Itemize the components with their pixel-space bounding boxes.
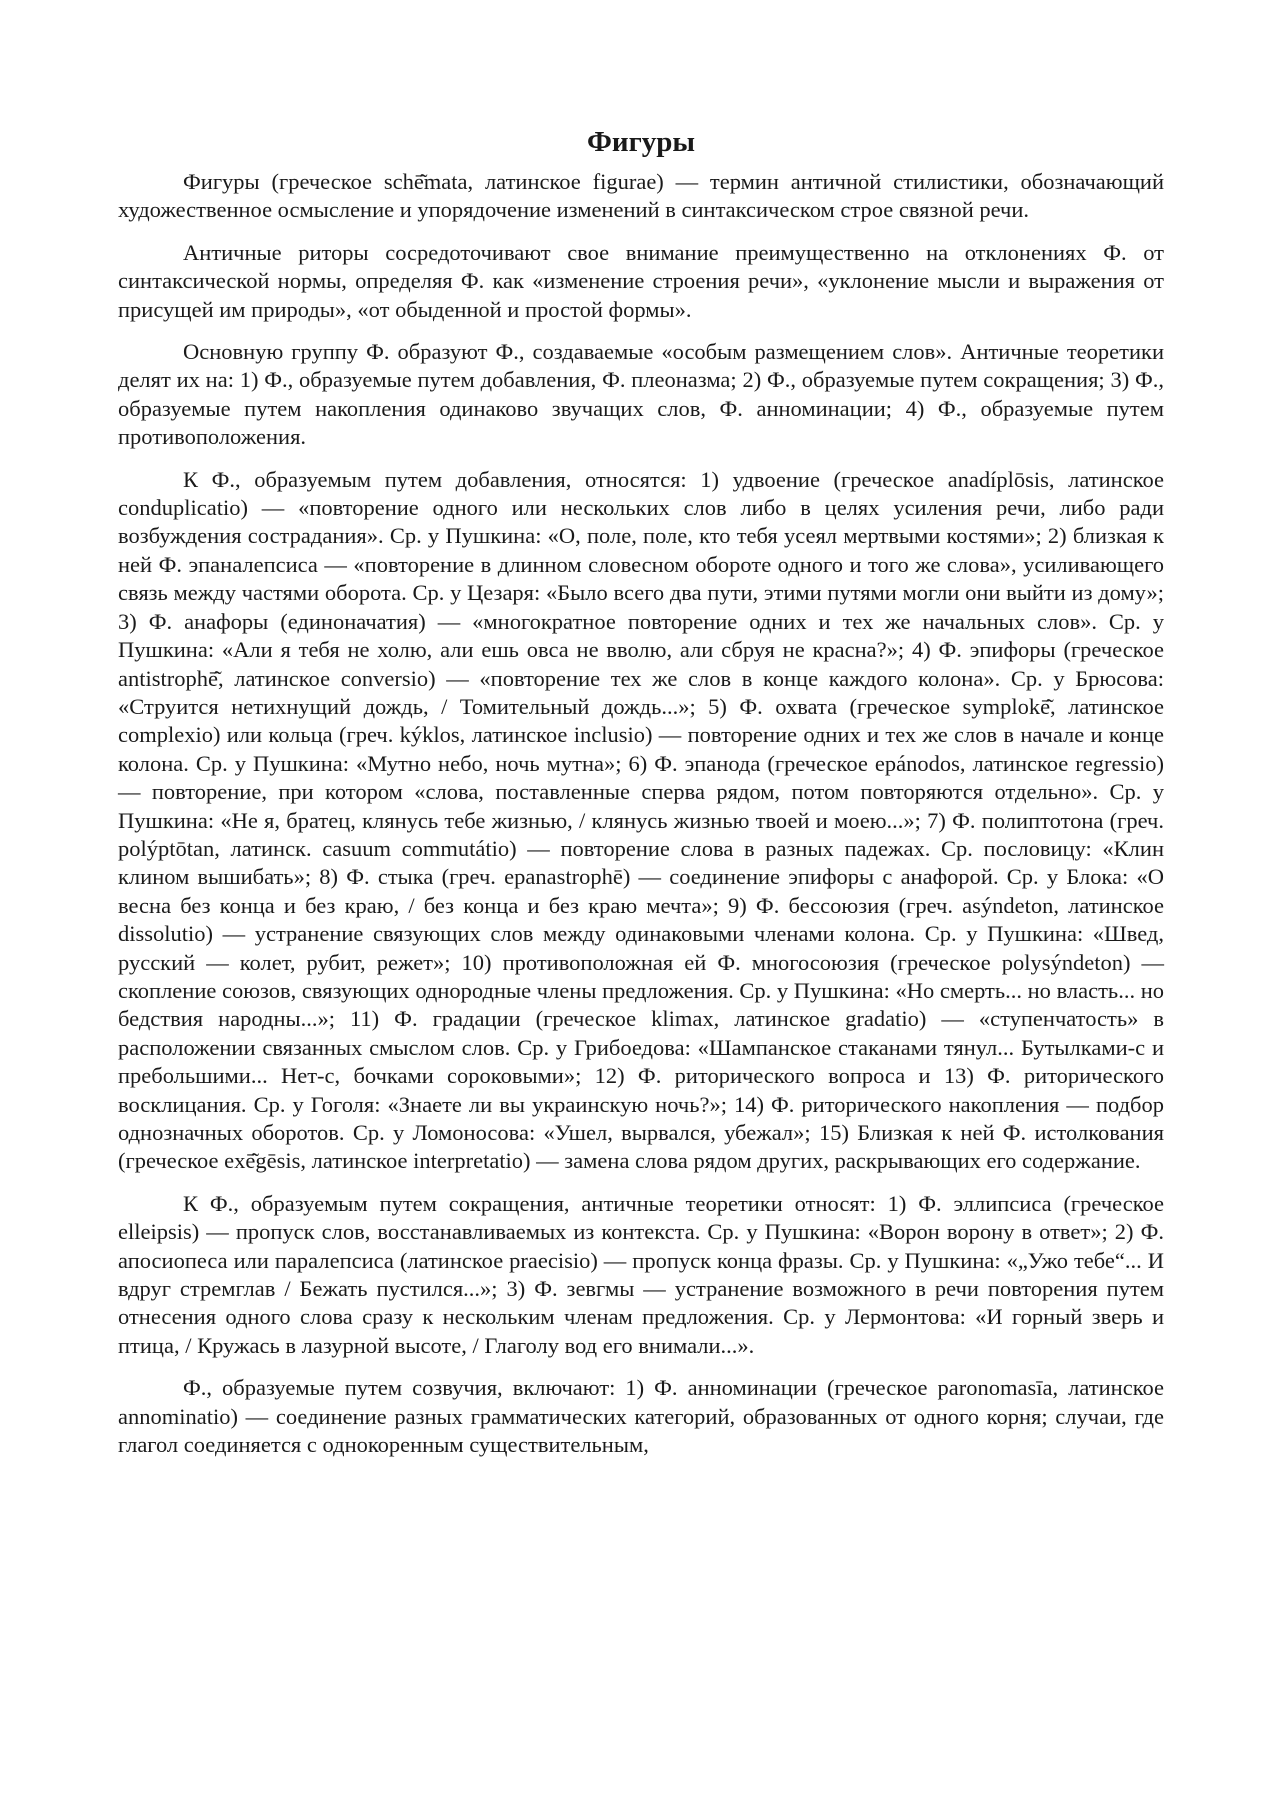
document-page [118, 118, 1164, 1459]
paragraph-main-group: Основную группу Ф. образуют Ф., создаваемые «особым размещением слов». Античные теоретики делят их на: 1) Ф., образуемые путем добавления, Ф. плеоназма; 2) Ф., образуемые путем сокращения; 3) Ф., образуемые путем накопления одинаково звучащих слов, Ф. анноминации; 4) Ф., образуемые путем противоположения. [118, 339, 1164, 450]
paragraph-ancient-rhetors: Античные риторы сосредоточивают свое внимание преимущественно на отклонениях Ф. от синтаксической нормы, определяя Ф. как «изменение строения речи», «уклонение мысли и выражения от присущей им природы», «от обыденной и простой формы». [118, 239, 1164, 322]
paragraph-consonance-figures: Ф., образуемые путем созвучия, включают: 1) Ф. анноминации (греческое paronomasīa, латинское annominatio) — соединение разных грамматических категорий, образованных от одного корня; случаи, где глагол соединяется с однокоренным существительным, [118, 1375, 1164, 1458]
page-title: Фигуры [586, 126, 696, 158]
paragraph-reduction-figures: К Ф., образуемым путем сокращения, античные теоретики относят: 1) Ф. эллипсиса (греческое elleipsis) — пропуск слов, восстанавливаемых из контекста. Ср. у Пушкина: «Ворон ворону в ответ»; 2) Ф. апосиопеса или паралепсиса (латинское praecisio) — пропуск конца фразы. Ср. у Пушкина: «„Ужо тебе“... И вдруг стремглав / Бежать пустился...»; 3) Ф. зевгмы — устранение возможного в речи повторения путем отнесения одного слова сразу к нескольким членам предложения. Ср. у Лермонтова: «И горный зверь и птица, / Кружась в лазурной высоте, / Глаголу вод его внимали...». [118, 1190, 1164, 1358]
paragraph-addition-figures: К Ф., образуемым путем добавления, относятся: 1) удвоение (греческое anadíplōsis, латинское conduplicatio) — «повторение одного или нескольких слов либо в целях усиления речи, либо ради возбуждения сострадания». Ср. у Пушкина: «О, поле, поле, кто тебя усеял мертвыми костями»; 2) близкая к ней Ф. эпаналепсиса — «повторение в длинном словесном обороте одного и того же слова», усиливающего связь между частями оборота. Ср. у Цезаря: «Было всего два пути, этими путями могли они выйти из дому»; 3) Ф. анафоры (единоначатия) — «многократное повторение одних и тех же начальных слов». Ср. у Пушкина: «Али я тебя не холю, али ешь овса не вволю, али сбруя не красна?»; 4) Ф. эпифоры (греческое antistrophē͂, латинское conversio) — «повторение тех же слов в конце каждого колона». Ср. у Брюсова: «Струится нетихнущий дождь, / Томительный дождь...»; 5) Ф. охвата (греческое symplokē͂, латинское complexio) или кольца (греч. kýklos, латинское inclusio) — повторение одних и тех же слов в начале и конце колона. Ср. у Пушкина: «Мутно небо, ночь мутна»; 6) Ф. эпанода (греческое epánodos, латинское regressio) — повторение, при котором «слова, поставленные сперва рядом, потом повторяются отдельно». Ср. у Пушкина: «Не я, братец, клянусь тебе жизнью, / клянусь жизнью твоей и моею...»; 7) Ф. полиптотона (греч. polýptōtan, латинск. casuum commutátio) — повторение слова в разных падежах. Ср. пословицу: «Клин клином вышибать»; 8) Ф. стыка (греч. epanastrophē) — соединение эпифоры с анафорой. Ср. у Блока: «О весна без конца и без краю, / без конца и без краю мечта»; 9) Ф. бессоюзия (греч. asýndeton, латинское dissolutio) — устранение связующих слов между одинаковыми членами колона. Ср. у Пушкина: «Швед, русский — колет, рубит, режет»; 10) противоположная ей Ф. многосоюзия (греческое polysýndeton) — скопление союзов, связующих однородные члены предложения. Ср. у Пушкина: «Но смерть... но власть... но бедствия народны...»; 11) Ф. градации (греческое klimax, латинское gradatio) — «ступенчатость» в расположении связанных смыслом слов. Ср. у Грибоедова: «Шампанское стаканами тянул... Бутылками-с и пребольшими... Нет-с, бочками сороковыми»; 12) Ф. риторического вопроса и 13) Ф. риторического восклицания. Ср. у Гоголя: «Знаете ли вы украинскую ночь?»; 14) Ф. риторического накопления — подбор однозначных оборотов. Ср. у Ломоносова: «Ушел, вырвался, убежал»; 15) Близкая к ней Ф. истолкования (греческое exē͂gēsis, латинское interpretatio) — замена слова рядом других, раскрывающих его содержание. [118, 466, 1164, 1174]
paragraph-definition: Фигуры (греческое schē͂mata, латинское figurae) — термин античной стилистики, обозначающий художественное осмысление и упорядочение изменений в синтаксическом строе связной речи. [118, 169, 1164, 223]
